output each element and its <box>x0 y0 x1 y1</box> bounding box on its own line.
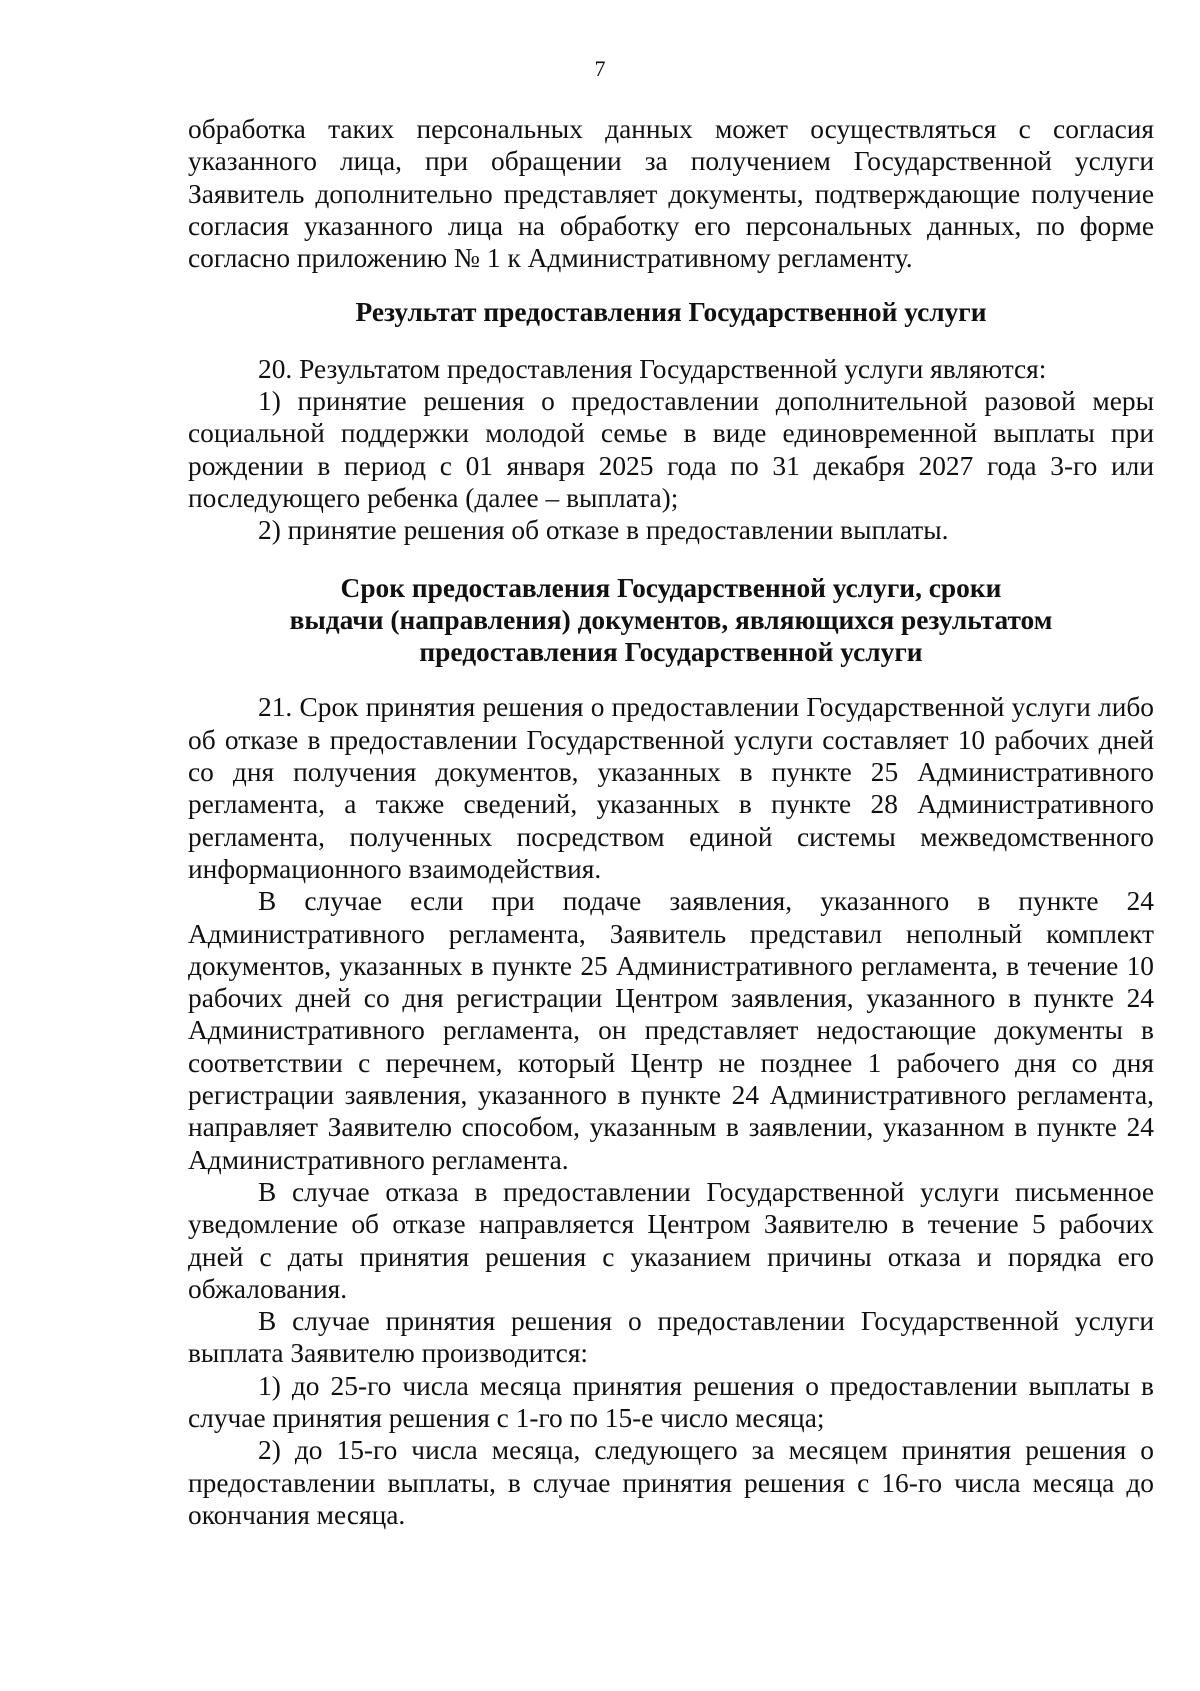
heading-line: Срок предоставления Государственной услуги, сроки <box>340 572 1002 603</box>
heading-line: предоставления Государственной услуги <box>419 637 923 668</box>
list-item-payment-1: 1) до 25-го числа месяца принятия решения о предоставлении выплаты в случае принятия решения с 1-го по 15-е число месяца; <box>188 1370 1154 1433</box>
section-term-body <box>188 691 1154 1531</box>
paragraph-refusal-notice: В случае отказа в предоставлении Государственной услуги письменное уведомление об отказе направляется Центром Заявителю в течение 5 рабочих дней с даты принятия решения с указанием причины отказа и порядка его обжалования. <box>188 1176 1154 1304</box>
section-result-body <box>188 353 1154 547</box>
list-item-1: 1) принятие решения о предоставлении дополнительной разовой меры социальной поддержки молодой семье в виде единовременной выплаты при рождении в период с 01 января 2025 года по 31 декабря 2027 года 3-го или последующего ребенка (далее – выплата); <box>188 386 1154 513</box>
list-item-2: 2) принятие решения об отказе в предоставлении выплаты. <box>258 515 949 546</box>
heading-line: выдачи (направления) документов, являющихся результатом <box>289 604 1053 635</box>
paragraph-20: 20. Результатом предоставления Государственной услуги являются: <box>258 353 1047 384</box>
paragraph-payment: В случае принятия решения о предоставлении Государственной услуги выплата Заявителю производится: <box>188 1306 1154 1369</box>
page-number: 7 <box>594 56 606 81</box>
section-heading-term <box>188 572 1154 669</box>
paragraph-incomplete-documents: В случае если при подаче заявления, указанного в пункте 24 Административного регламента, Заявитель представил неполный комплект документов, указанных в пункте 25 Административного регламента, в течение 10 рабочих дней со дня регистрации Центром заявления, указанного в пункте 24 Административного регламента, он представляет недостающие документы в соответствии с перечнем, который Центр не позднее 1 рабочего дня со дня регистрации заявления, указанного в пункте 24 Административного регламента, направляет Заявителю способом, указанным в заявлении, указанном в пункте 24 Административного регламента. <box>188 886 1154 1175</box>
paragraph-21: 21. Срок принятия решения о предоставлении Государственной услуги либо об отказе в предоставлении Государственной услуги составляет 10 рабочих дней со дня получения документов, указанных в пункте 25 Административного регламента, а также сведений, указанных в пункте 28 Административного регламента, полученных посредством единой системы межведомственного информационного взаимодействия. <box>188 692 1154 884</box>
intro-paragraph: обработка таких персональных данных может осуществляться с согласия указанного лица, при обращении за получением Государственной услуги Заявитель дополнительно представляет документы, подтверждающие получение согласия указанного лица на обработку его персональных данных, по форме согласно приложению № 1 к Административному регламенту. <box>188 114 1154 274</box>
section-heading-result: Результат предоставления Государственной услуги <box>355 297 987 328</box>
document-body <box>188 113 1154 1531</box>
list-item-payment-2: 2) до 15-го числа месяца, следующего за месяцем принятия решения о предоставлении выплаты, в случае принятия решения с 16-го числа месяца до окончания месяца. <box>188 1435 1154 1530</box>
